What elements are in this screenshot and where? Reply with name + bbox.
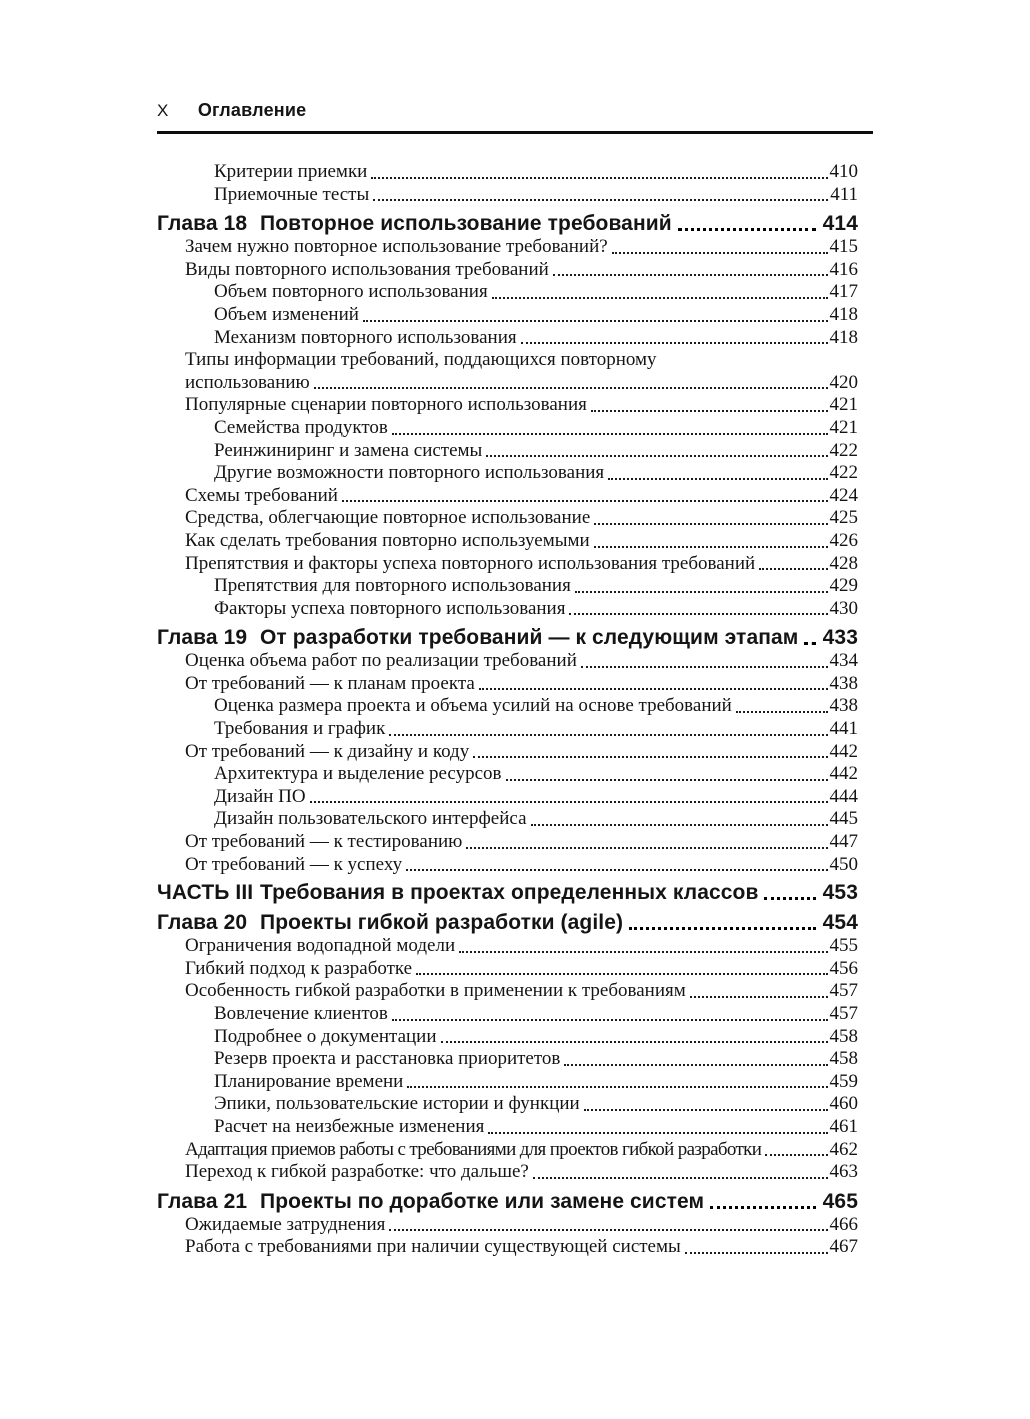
toc-item-text: Эпики, пользовательские истории и функции [214, 1093, 580, 1115]
dot-leader [459, 951, 827, 953]
toc-item-row [157, 507, 858, 530]
dot-leader [389, 1229, 827, 1231]
header-rule [157, 131, 873, 134]
toc-item-row [157, 650, 858, 673]
dot-leader [521, 342, 828, 344]
toc-item-row [157, 980, 858, 1003]
toc-item-row [157, 485, 858, 508]
dot-leader [531, 824, 828, 826]
toc-item-text: Вовлечение клиентов [214, 1003, 388, 1024]
toc-item-text: Средства, облегчающие повторное использование [185, 507, 591, 529]
page-number: 429 [829, 575, 858, 597]
toc-item-text: Подробнее о документации [214, 1025, 437, 1047]
toc-item-text: Объем повторного использования [214, 281, 488, 303]
page-folio: X [157, 101, 169, 120]
toc-item-row [157, 718, 858, 741]
dot-leader [594, 523, 827, 525]
dot-leader [371, 177, 827, 179]
dot-leader [416, 973, 827, 975]
page-number: 454 [822, 911, 858, 935]
page-number: 442 [829, 740, 858, 762]
chapter-title: Проекты по доработке или замене систем [260, 1189, 705, 1213]
toc-item-text: Оценка размера проекта и объема усилий на основе требований [214, 695, 732, 717]
page-number: 422 [829, 439, 858, 461]
dot-leader [764, 897, 815, 900]
toc-item-row [157, 281, 858, 304]
page-number: 415 [829, 236, 858, 258]
dot-leader [392, 433, 828, 435]
dot-leader [486, 455, 827, 457]
dot-leader [736, 711, 828, 713]
dot-leader [392, 1019, 828, 1021]
page-number: 418 [829, 303, 858, 325]
page-number: 416 [829, 258, 858, 280]
toc-item-row [157, 1161, 858, 1184]
toc-item-text-continued: использованию [185, 371, 310, 393]
chapter-title: Повторное использование требований [260, 212, 672, 236]
page-number: 424 [829, 484, 858, 506]
toc-item-text: Работа с требованиями при наличии существующей системы [185, 1236, 681, 1258]
dot-leader [612, 252, 828, 254]
page-number: 456 [829, 957, 858, 979]
header-title: Оглавление [197, 100, 307, 120]
page-number: 442 [829, 763, 858, 785]
page-number: 457 [829, 1003, 858, 1024]
page-number: 438 [829, 695, 858, 717]
toc-chapter-row [157, 212, 858, 236]
page-number: 458 [829, 1025, 858, 1047]
toc-item-text: Гибкий подход к разработке [185, 957, 413, 979]
dot-leader [608, 478, 827, 480]
dot-leader [759, 568, 827, 570]
dot-leader [678, 228, 816, 231]
toc-item-text: Ограничения водопадной модели [185, 935, 456, 957]
toc-item-row [157, 1071, 858, 1094]
chapter-title: Проекты гибкой разработки (agile) [260, 911, 624, 935]
page-number: 465 [822, 1189, 858, 1213]
toc-list [157, 161, 858, 1259]
page-number: 445 [829, 808, 858, 830]
toc-item-text: Переход к гибкой разработке: что дальше? [185, 1161, 529, 1183]
toc-item-text: Оценка объема работ по реализации требований [185, 650, 577, 672]
page-number: 444 [829, 785, 858, 807]
toc-item-text: Виды повторного использования требований [185, 258, 549, 280]
toc-item-text: Резерв проекта и расстановка приоритетов [214, 1048, 561, 1070]
dot-leader [591, 410, 828, 412]
toc-item-row [157, 673, 858, 696]
toc-item-row [157, 958, 858, 981]
page-number: 430 [829, 597, 858, 619]
toc-item-text: Семейства продуктов [214, 416, 388, 438]
toc-item-text: Препятствия и факторы успеха повторного использования требований [185, 552, 756, 574]
toc-item-text: Архитектура и выделение ресурсов [214, 763, 502, 785]
toc-item-row [157, 236, 858, 259]
page-number: 428 [829, 552, 858, 574]
dot-leader [553, 274, 828, 276]
toc-chapter-row [157, 1190, 858, 1214]
toc-item-text: Зачем нужно повторное использование требований? [185, 236, 608, 258]
dot-leader [629, 927, 816, 930]
toc-item-text: Ожидаемые затруднения [185, 1213, 386, 1235]
page-number: 410 [829, 161, 858, 182]
toc-item-row [157, 1236, 858, 1259]
dot-leader [441, 1041, 828, 1043]
toc-item-row [157, 161, 858, 184]
toc-item-row [157, 808, 858, 831]
toc-item-text: Адаптация приемов работы с требованиями для проектов гибкой разработки [185, 1138, 762, 1160]
toc-chapter-row [157, 911, 858, 935]
dot-leader [506, 779, 828, 781]
dot-leader [765, 1154, 827, 1156]
part-label: ЧАСТЬ III [157, 881, 254, 905]
toc-item-text: Типы информации требований, поддающихся повторному [185, 349, 657, 371]
toc-item-text: Другие возможности повторного использования [214, 462, 605, 484]
dot-leader [473, 756, 827, 758]
toc-item-row [157, 184, 858, 207]
toc-item-text: От требований — к планам проекта [185, 672, 475, 694]
page-number: 447 [829, 831, 858, 853]
toc-part-row [157, 881, 858, 905]
running-header [157, 100, 306, 121]
toc-item-row [157, 831, 858, 854]
toc-item-row [157, 695, 858, 718]
toc-item-row [157, 1139, 858, 1162]
toc-item-row [157, 462, 858, 485]
toc-item-text: Как сделать требования повторно используемыми [185, 529, 590, 551]
chapter-label: Глава 20 [157, 911, 248, 935]
toc-item-row [157, 1003, 858, 1026]
toc-item-text: Препятствия для повторного использования [214, 575, 571, 597]
toc-item-row [157, 394, 858, 417]
page-number: 460 [829, 1093, 858, 1115]
page-number: 441 [829, 718, 858, 740]
page-number: 462 [829, 1138, 858, 1160]
page-number: 457 [829, 980, 858, 1002]
toc-item-row [157, 741, 858, 764]
toc-item-text: Механизм повторного использования [214, 326, 517, 348]
toc-item-row [157, 349, 858, 372]
page-number: 450 [829, 853, 858, 875]
dot-leader [594, 546, 828, 548]
page-number: 459 [829, 1070, 858, 1092]
dot-leader [406, 869, 827, 871]
toc-item-text: Требования и график [214, 718, 386, 740]
toc-item-text: От требований — к успеху [185, 853, 403, 875]
dot-leader [685, 1252, 828, 1254]
toc-item-row [157, 259, 858, 282]
toc-item-row [157, 1214, 858, 1237]
toc-item-row [157, 786, 858, 809]
toc-item-row [157, 1116, 858, 1139]
page-number: 421 [829, 394, 858, 416]
page-number: 455 [829, 935, 858, 957]
dot-leader [575, 591, 828, 593]
page-number: 463 [829, 1161, 858, 1183]
toc-item-text: От требований — к дизайну и коду [185, 740, 470, 762]
toc-chapter-row [157, 626, 858, 650]
toc-item-row [157, 440, 858, 463]
toc-item-text: Приемочные тесты [214, 183, 370, 205]
toc-item-text: От требований — к тестированию [185, 831, 463, 853]
page-number: 433 [822, 626, 858, 650]
dot-leader [373, 199, 828, 201]
page-number: 422 [829, 462, 858, 484]
toc-item-row [157, 1093, 858, 1116]
page-number: 414 [822, 212, 858, 236]
dot-leader [584, 1109, 828, 1111]
toc-item-text: Реинжиниринг и замена системы [214, 439, 483, 461]
page-number: 453 [822, 881, 858, 905]
chapter-title: От разработки требований — к следующим этапам [260, 626, 799, 650]
page-number: 426 [829, 529, 858, 551]
dot-leader [389, 734, 827, 736]
dot-leader [407, 1086, 827, 1088]
page-number: 467 [829, 1236, 858, 1258]
toc-item-row [157, 763, 858, 786]
toc-item-text: Факторы успеха повторного использования [214, 597, 566, 619]
page-number: 434 [829, 650, 858, 672]
dot-leader [310, 801, 828, 803]
toc-item-row [157, 598, 858, 621]
toc-item-text: Критерии приемки [214, 161, 368, 182]
dot-leader [690, 996, 828, 998]
toc-item-text: Планирование времени [214, 1070, 404, 1092]
toc-item-row [157, 1026, 858, 1049]
page-number: 421 [829, 416, 858, 438]
toc-item-text: Дизайн ПО [214, 785, 306, 807]
toc-item-row [157, 327, 858, 350]
dot-leader [533, 1177, 828, 1179]
toc-item-row [157, 1048, 858, 1071]
page-number: 418 [829, 326, 858, 348]
toc-item-text: Популярные сценарии повторного использования [185, 394, 587, 416]
chapter-label: Глава 19 [157, 626, 248, 650]
toc-item-row [157, 854, 858, 877]
page-number: 417 [829, 281, 858, 303]
dot-leader [314, 387, 828, 389]
dot-leader [569, 613, 827, 615]
toc-item-row [157, 530, 858, 553]
toc-item-row [157, 417, 858, 440]
dot-leader [479, 688, 828, 690]
page-number: 438 [829, 672, 858, 694]
toc-item-row [157, 553, 858, 576]
toc-item-row [157, 935, 858, 958]
dot-leader [804, 642, 815, 645]
part-title: Требования в проектах определенных классов [260, 881, 759, 905]
page-number: 466 [829, 1213, 858, 1235]
page-number: 411 [830, 183, 858, 205]
dot-leader [363, 320, 828, 322]
dot-leader [466, 847, 827, 849]
dot-leader [342, 500, 828, 502]
toc-item-text: Схемы требований [185, 484, 338, 506]
toc-item-row [157, 304, 858, 327]
dot-leader [564, 1064, 827, 1066]
page-number: 461 [829, 1115, 858, 1137]
page-number: 425 [829, 507, 858, 529]
toc-item-row-continued [157, 372, 858, 395]
chapter-label: Глава 18 [157, 212, 248, 236]
toc-item-text: Расчет на неизбежные изменения [214, 1115, 485, 1137]
dot-leader [581, 666, 828, 668]
chapter-label: Глава 21 [157, 1189, 248, 1213]
toc-item-text: Объем изменений [214, 303, 359, 325]
dot-leader [492, 297, 828, 299]
toc-item-row [157, 575, 858, 598]
page-number: 458 [829, 1048, 858, 1070]
toc-item-text: Дизайн пользовательского интерфейса [214, 808, 527, 830]
toc-item-text: Особенность гибкой разработки в применении к требованиям [185, 980, 686, 1002]
dot-leader [710, 1206, 816, 1209]
dot-leader [488, 1132, 827, 1134]
page-number: 420 [829, 371, 858, 393]
